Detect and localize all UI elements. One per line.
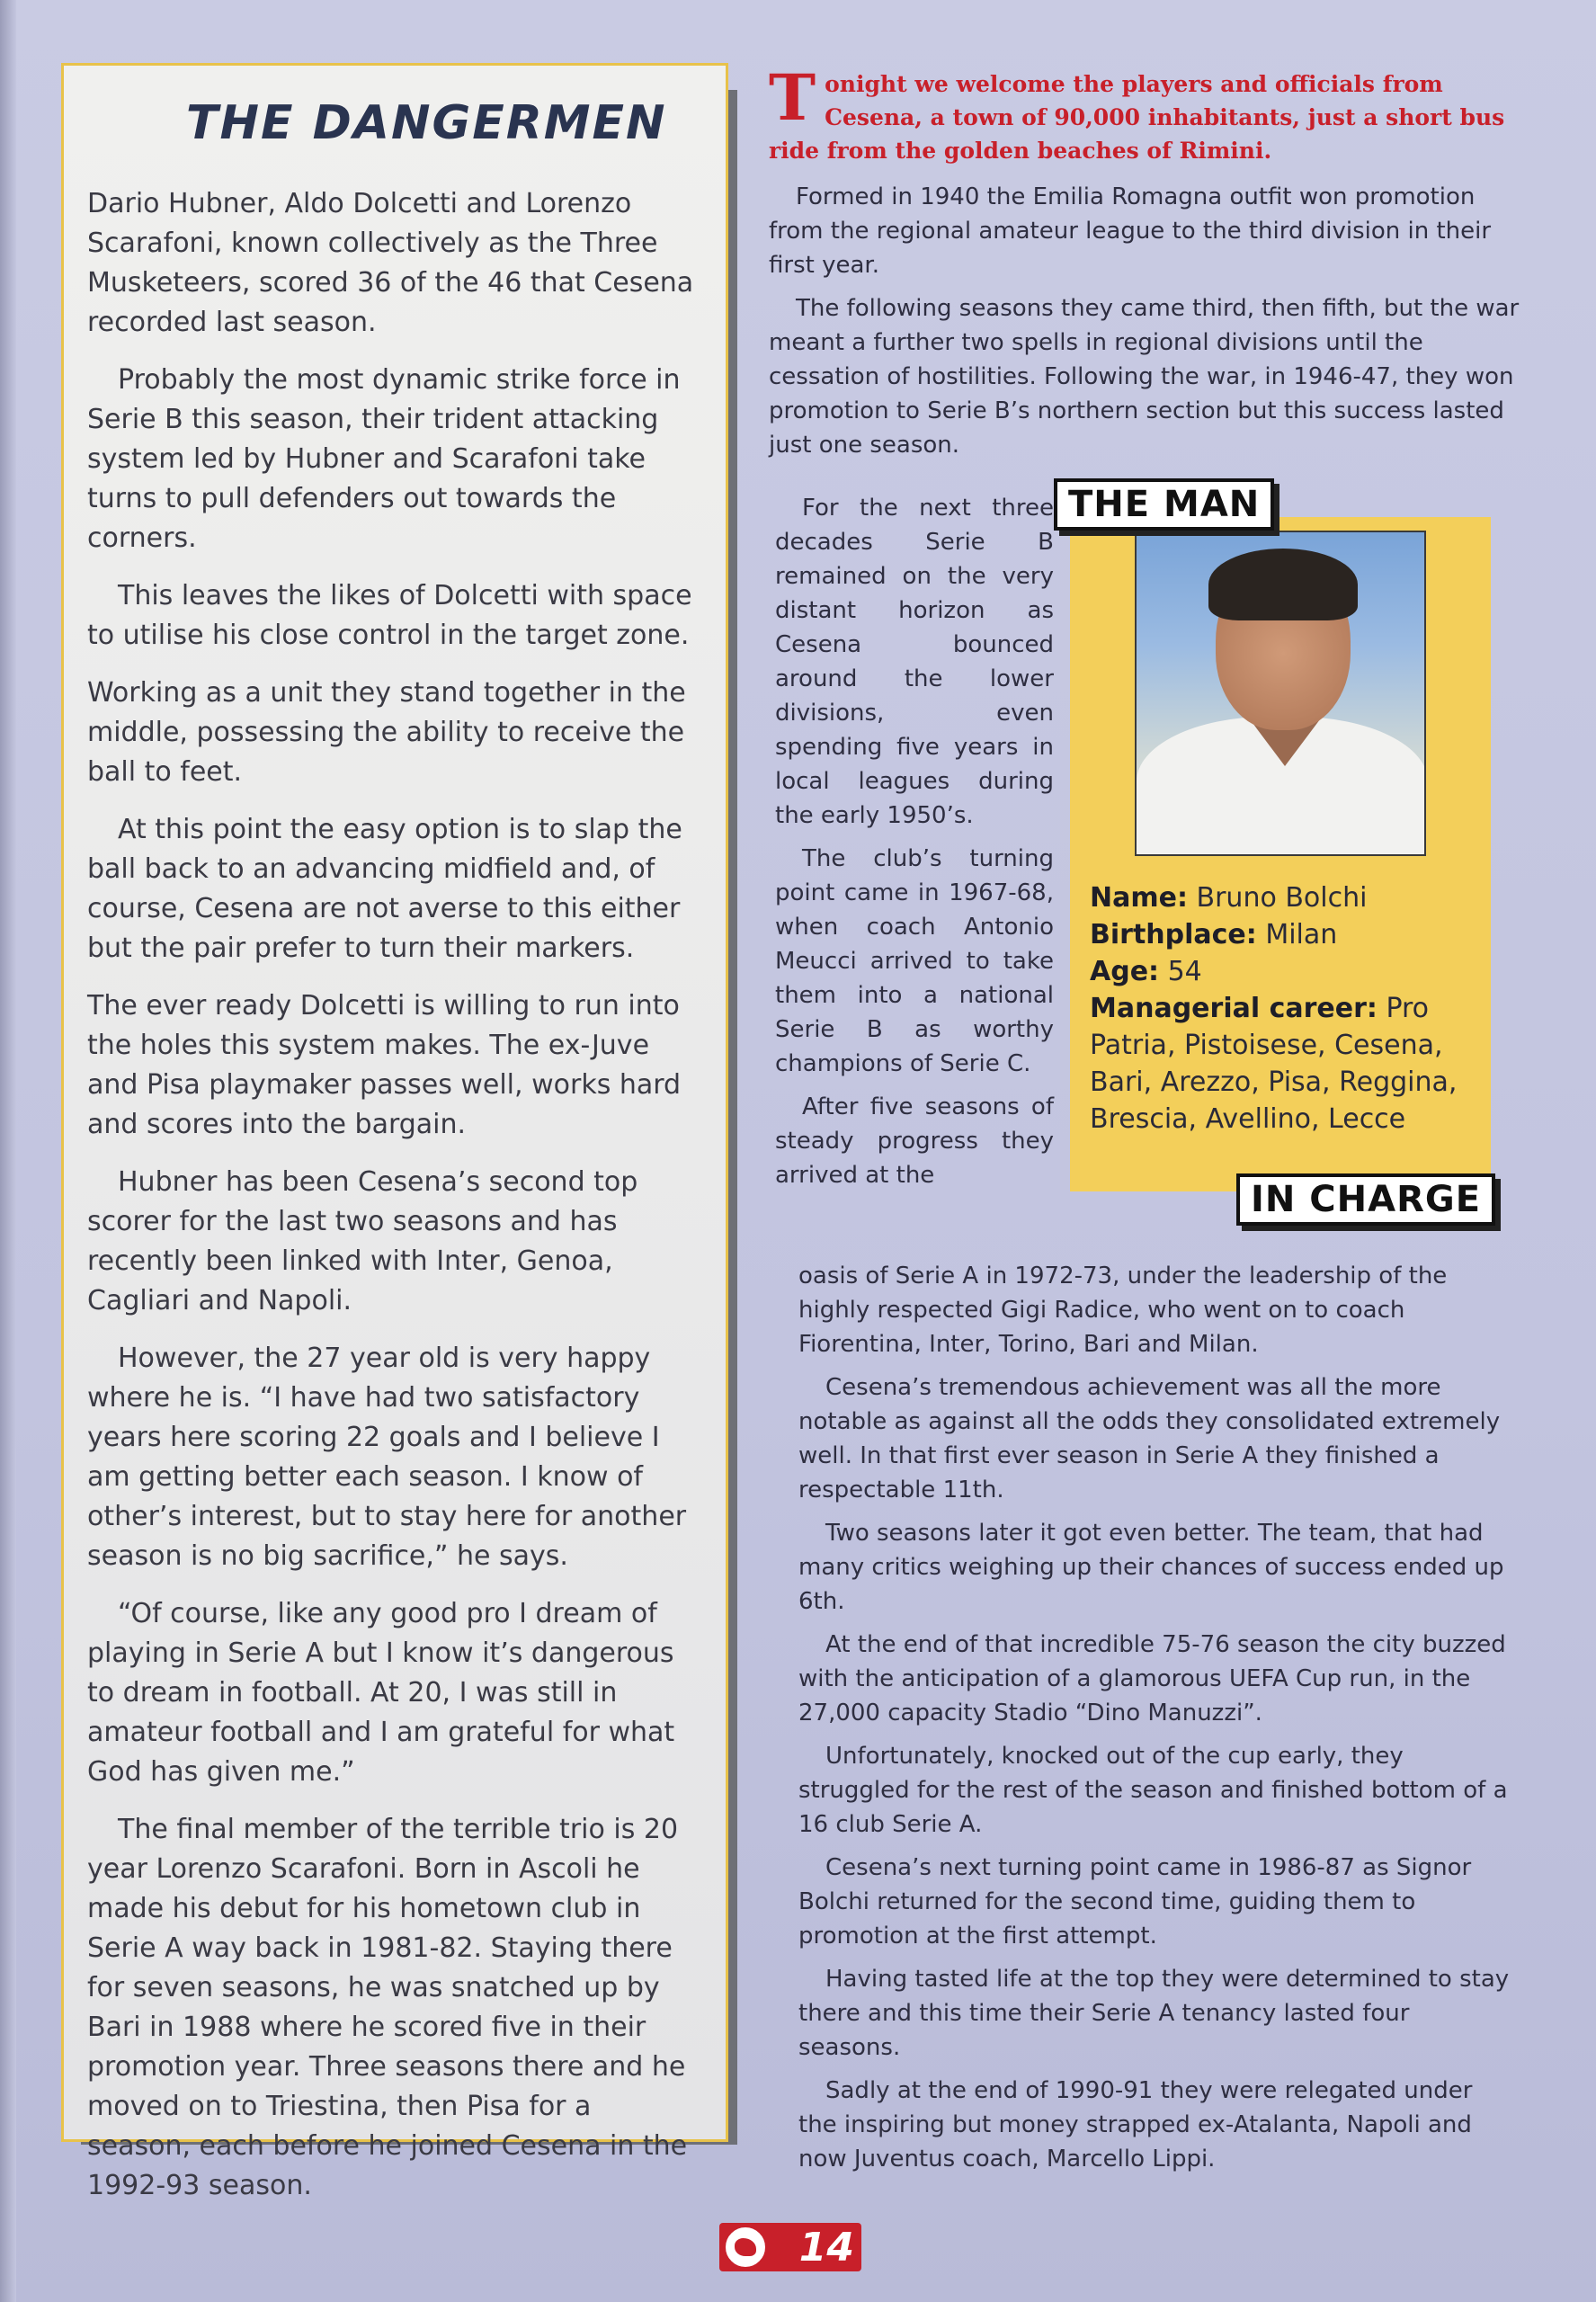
birthplace-value: Milan xyxy=(1265,919,1338,950)
page-number: 14 xyxy=(798,2224,854,2271)
age-value: 54 xyxy=(1167,956,1202,987)
panel-paragraph: The ever ready Dolcetti is willing to run into the holes this system makes. The ex-Juve and Pisa playmaker passes well, works hard and scores into the bargain. xyxy=(87,990,682,1140)
page-spine-shadow xyxy=(0,0,16,2302)
name-row xyxy=(1090,879,1476,916)
history-paragraph: oasis of Serie A in 1972-73, under the leadership of the highly respected Gigi Radice, who went on to coach Fiorentina, Inter, Torino, Bari and Milan. xyxy=(798,1263,1448,1358)
narrow-column xyxy=(775,491,1054,1201)
panel-paragraph: Probably the most dynamic strike force in Serie B this season, their trident attacking system led by Hubner and Scarafoni take turns to pull defenders out towards the corners. xyxy=(87,364,681,554)
panel-paragraph: Working as a unit they stand together in the middle, possessing the ability to receive the ball to feet. xyxy=(87,677,686,788)
panel-paragraph: At this point the easy option is to slap the ball back to an advancing midfield and, of course, Cesena are not averse to this either but the pair prefer to turn their markers. xyxy=(87,814,682,964)
in-charge-label: IN CHARGE xyxy=(1236,1173,1495,1226)
age-label: Age: xyxy=(1090,956,1160,987)
history-paragraph: Cesena’s next turning point came in 1986-87 as Signor Bolchi returned for the second time, guiding them to promotion at the first attempt. xyxy=(798,1854,1472,1950)
intro-paragraph xyxy=(769,60,1520,167)
history-paragraph: Unfortunately, knocked out of the cup early, they struggled for the rest of the season and finished bottom of a 16 club Serie A. xyxy=(798,1743,1508,1838)
name-label: Name: xyxy=(1090,882,1188,914)
club-crest-icon xyxy=(723,2225,768,2270)
panel-paragraph: This leaves the likes of Dolcetti with space to utilise his close control in the target zone. xyxy=(87,580,692,651)
history-paragraph: At the end of that incredible 75-76 season the city buzzed with the anticipation of a glamorous UEFA Cup run, in the 27,000 capacity Stadio “Dino Manuzzi”. xyxy=(798,1631,1506,1726)
history-paragraph: After five seasons of steady progress they arrived at the xyxy=(775,1093,1054,1189)
intro-text: onight we welcome the players and officials from Cesena, a town of 90,000 inhabitants, just a short bus ride from the golden beaches of Rimini. xyxy=(769,71,1505,164)
history-paragraph: Two seasons later it got even better. The team, that had many critics weighing up their chances of success ended up 6th. xyxy=(798,1520,1504,1615)
age-row xyxy=(1090,953,1476,990)
history-paragraph: For the next three decades Serie B remained on the very distant horizon as Cesena bounced around the lower divisions, even spending five years in local leagues during the early 1950’s. xyxy=(775,495,1054,829)
the-man-label: THE MAN xyxy=(1054,478,1274,531)
career-row xyxy=(1090,990,1476,1138)
birthplace-label: Birthplace: xyxy=(1090,919,1257,950)
name-value: Bruno Bolchi xyxy=(1196,882,1368,914)
dangermen-panel xyxy=(61,63,728,2201)
panel-title: THE DANGERMEN xyxy=(186,96,667,150)
manager-photo xyxy=(1135,531,1426,856)
history-paragraph: Having tasted life at the top they were determined to stay there and this time their Serie A tenancy lasted four seasons. xyxy=(798,1966,1510,2061)
history-paragraph: The club’s turning point came in 1967-68, when coach Antonio Meucci arrived to take them into a national Serie B as worthy champions of Serie C. xyxy=(775,845,1054,1077)
career-value: Pro Patria, Pistoisese, Cesena, Bari, Arezzo, Pisa, Reggina, Brescia, Avellino, Lecce xyxy=(1090,993,1458,1135)
panel-paragraph: However, the 27 year old is very happy where he is. “I have had two satisfactory years here scoring 22 goals and I believe I am getting better each season. I know of other’s interest, but to stay here for another season is no big sacrifice,” he says. xyxy=(87,1343,687,1572)
panel-paragraph: Dario Hubner, Aldo Dolcetti and Lorenzo Scarafoni, known collectively as the Three Musketeers, scored 36 of the 46 that Cesena recorded last season. xyxy=(87,188,694,338)
page-number-badge xyxy=(719,2223,861,2271)
history-paragraph: Sadly at the end of 1990-91 they were relegated under the inspiring but money strapped ex-Atalanta, Napoli and now Juventus coach, Marcello Lippi. xyxy=(798,2077,1473,2173)
panel-paragraph: “Of course, like any good pro I dream of playing in Serie A but I know it’s dangerous to dream in football. At 20, I was still in amateur football and I am grateful for what God has given me.” xyxy=(87,1598,675,1788)
panel-paragraph: The final member of the terrible trio is 20 year Lorenzo Scarafoni. Born in Ascoli he made his debut for his hometown club in Serie A way back in 1981-82. Staying there for seven seasons, he was snatched up by Bari in 1988 where he scored five in their promotion year. Three seasons there and he moved on to Triestina, then Pisa for a season, each before he joined Cesena in the 1992-93 season. xyxy=(87,1814,688,2201)
history-paragraph: The following seasons they came third, then fifth, but the war meant a further two spells in regional divisions until the cessation of hostilities. Following the war, in 1946-47, they won promotion to Serie B’s northern section but this success lasted just one season. xyxy=(769,295,1520,459)
right-column-lower xyxy=(798,1259,1518,2185)
manager-details xyxy=(1090,879,1476,1138)
right-column xyxy=(769,60,1520,471)
drop-cap: T xyxy=(769,60,816,135)
birthplace-row xyxy=(1090,916,1476,953)
panel-paragraph: Hubner has been Cesena’s second top scorer for the last two seasons and has recently been linked with Inter, Genoa, Cagliari and Napoli. xyxy=(87,1166,638,1316)
history-paragraph: Formed in 1940 the Emilia Romagna outfit won promotion from the regional amateur league to the third division in their first year. xyxy=(769,183,1492,279)
history-paragraph: Cesena’s tremendous achievement was all the more notable as against all the odds they consolidated extremely well. In that first ever season in Serie A they finished a respectable 11th. xyxy=(798,1374,1501,1503)
career-label: Managerial career: xyxy=(1090,993,1378,1024)
photo-hair xyxy=(1208,549,1358,620)
